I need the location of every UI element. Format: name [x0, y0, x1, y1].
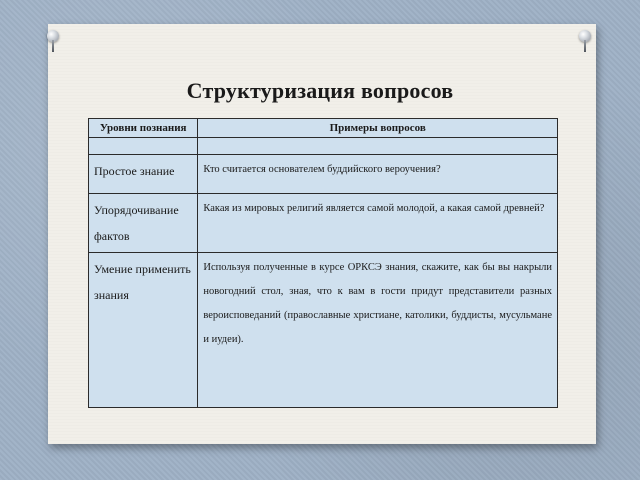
level-cell: Простое знание [89, 155, 198, 194]
header-levels: Уровни познания [89, 119, 198, 138]
level-cell: Упорядочивание фактов [89, 194, 198, 253]
table-row [89, 253, 558, 408]
table-row [89, 194, 558, 253]
questions-table [88, 118, 558, 408]
spacer-cell-right [198, 138, 558, 155]
pushpin-right-icon [578, 30, 592, 52]
table-header-row [89, 119, 558, 138]
example-cell: Используя полученные в курсе ОРКСЭ знания, скажите, как бы вы накрыли новогодний стол, зная, что к вам в гости придут представители разных вероисповеданий (православные христиане, католики, буддисты, мусульмане и иудеи). [198, 253, 558, 408]
table-row [89, 155, 558, 194]
slide-title: Структуризация вопросов [186, 78, 454, 103]
example-cell: Какая из мировых религий является самой молодой, а какая самой древней? [198, 194, 558, 253]
level-cell: Умение применить знания [89, 253, 198, 408]
header-examples: Примеры вопросов [198, 119, 558, 138]
example-cell: Кто считается основателем буддийского вероучения? [198, 155, 558, 194]
pushpin-left-icon [46, 30, 60, 52]
spacer-cell-left [89, 138, 198, 155]
table-spacer-row [89, 138, 558, 155]
